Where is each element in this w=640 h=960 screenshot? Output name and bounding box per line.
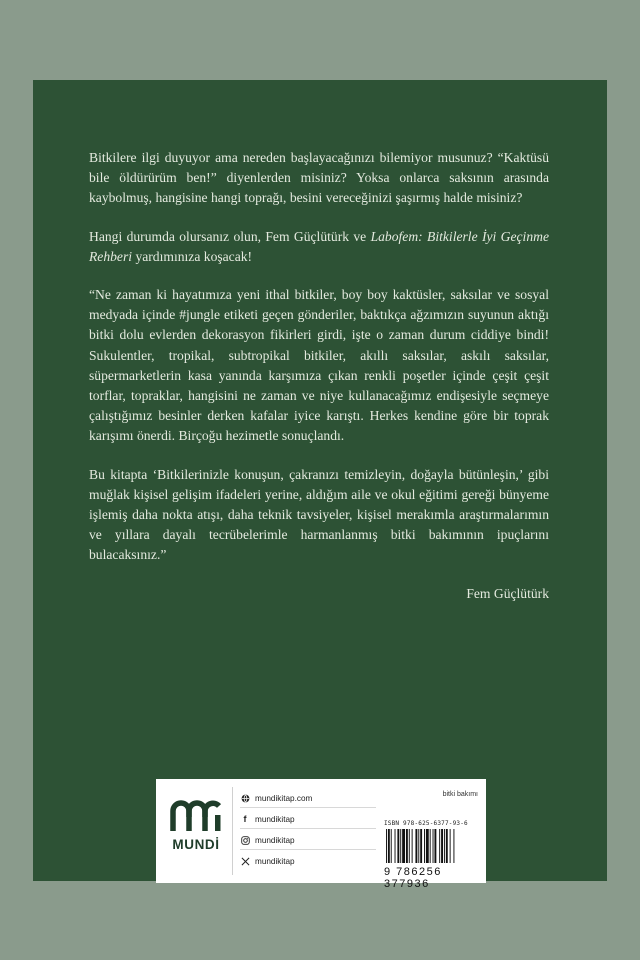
barcode-bar xyxy=(420,829,422,863)
author-signature: Fem Güçlütürk xyxy=(466,585,549,601)
x-link[interactable]: mundikitap xyxy=(240,852,376,870)
publisher-info-box xyxy=(156,779,486,890)
barcode-bar xyxy=(453,829,454,863)
barcode-bar xyxy=(386,829,387,863)
barcode-bar xyxy=(415,829,417,863)
book-title: Labofem: Bitkilerle İyi Geçinme Rehberi xyxy=(89,228,549,264)
publisher-logo xyxy=(165,789,227,871)
barcode-bar xyxy=(433,829,434,863)
barcode-number: 9 786256 377936 xyxy=(384,866,442,890)
instagram-icon xyxy=(240,835,250,845)
category-label: bitki bakımı xyxy=(442,791,478,798)
barcode-bar xyxy=(391,829,392,863)
barcode-bar xyxy=(446,829,448,863)
barcode-bar xyxy=(424,829,425,863)
book-info xyxy=(384,789,478,890)
barcode-bar xyxy=(426,829,429,863)
blurb-paragraph-1: Bitkilere ilgi duyuyor ama nereden başlayacağınızı bilemiyor musunuz? “Kaktüsü bile öldürürüm ben!” diyenlerden misiniz? Yoksa onlarca saksının arasında kaybolmuş, hangisine hangi toprağı, besini vereceğinizi şaşırmış halde misiniz? xyxy=(89,150,549,206)
barcode-bar xyxy=(388,829,390,863)
divider xyxy=(232,787,233,875)
back-cover xyxy=(33,80,607,890)
barcode xyxy=(384,829,478,863)
mundi-logo-icon xyxy=(169,795,223,833)
x-icon xyxy=(240,856,250,866)
facebook-link[interactable]: f mundikitap xyxy=(240,810,376,829)
barcode-bar xyxy=(395,829,396,863)
logo-wordmark: MUNDİ xyxy=(172,837,220,852)
blurb-paragraph-3: “Ne zaman ki hayatımıza yeni ithal bitkiler, boy boy kaktüsler, saksılar ve sosyal medyada içinde #jungle etiketi geçen gönderiler, baktıkça ağzımızın suyunun aktığı bitki dolu evlerden dekorasyon fikirleri girdi, işte o zaman durum ciddiye bindi! Sukulentler, tropikal, subtropikal bitkiler, akıllı saksılar, askılı saksılar, süpermarketlerin kasa yanında karşımıza çıkan renkli poşetler içinde çeşit çeşit torflar, topraklar, hangisini ne zaman ve niye kullanacağımız endişesiyle seçmeye çalıştığımız besinler derken kafalar iyice karıştı. Herkes kendine göre bir toprak karışımı önerdi. Birçoğu hezimetle sonuçlandı. xyxy=(89,287,549,444)
barcode-bar xyxy=(430,829,431,863)
barcode-bar xyxy=(418,829,419,863)
barcode-bar xyxy=(400,829,401,863)
barcode-bar xyxy=(444,829,445,863)
barcode-bar xyxy=(450,829,451,863)
blurb xyxy=(89,148,549,622)
barcode-bar xyxy=(412,829,413,863)
website-link[interactable]: mundikitap.com xyxy=(240,789,376,808)
barcode-bar xyxy=(402,829,405,863)
instagram-link[interactable]: mundikitap xyxy=(240,831,376,850)
barcode-bar xyxy=(406,829,408,863)
blurb-paragraph-4: Bu kitapta ‘Bitkilerinizle konuşun, çakranızı temizleyin, doğayla bütünleşin,’ gibi muğlak kişisel gelişim ifadeleri yerine, aldığım aile ve okul eğitimi gereği bünyeme işlemiş daha nokta atışı, daha teknik tavsiyeler, kişisel merakımla araştırmalarımın ve yıllara dayalı tecrübelerimle harmanlanmış bitki bakımının ipuçlarını bulacaksınız.” xyxy=(89,466,549,563)
barcode-bar xyxy=(409,829,410,863)
globe-icon xyxy=(240,793,250,803)
facebook-icon: f xyxy=(243,814,247,824)
blurb-paragraph-2: Hangi durumda olursanız olun, Fem Güçlütürk ve Labofem: Bitkilerle İyi Geçinme Rehberi yardımınıza koşacak! xyxy=(89,228,549,264)
isbn-text: ISBN 978-625-6377-93-6 xyxy=(384,820,468,827)
barcode-bar xyxy=(439,829,440,863)
barcode-bar xyxy=(434,829,436,863)
barcode-bar xyxy=(397,829,399,863)
social-links xyxy=(240,789,376,872)
barcode-bar xyxy=(441,829,443,863)
